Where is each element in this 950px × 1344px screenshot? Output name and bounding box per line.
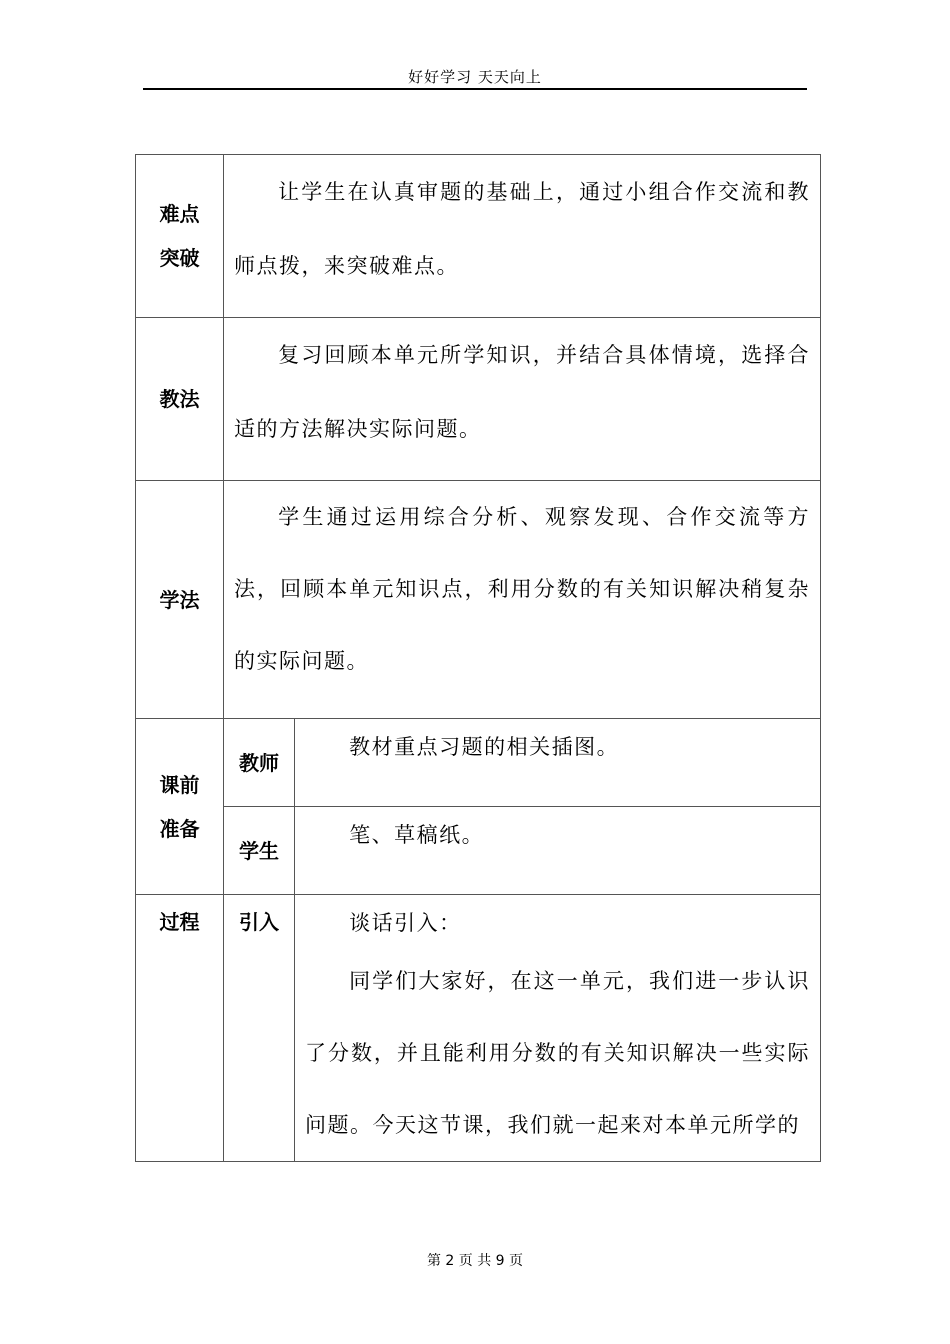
learning-method-cell [224, 481, 821, 719]
process-stage-label: 引入 [224, 895, 295, 1162]
lesson-plan-table [135, 154, 821, 1162]
process-label: 过程 [136, 895, 224, 1162]
difficulty-text: 让学生在认真审题的基础上，通过小组合作交流和教师点拨，来突破难点。 [234, 180, 810, 278]
teaching-method-label: 教法 [136, 318, 224, 481]
learning-method-label: 学法 [136, 481, 224, 719]
process-cell [295, 895, 821, 1162]
row-difficulty [136, 155, 821, 318]
difficulty-label-line1: 难点 [159, 202, 200, 226]
row-teaching-method [136, 318, 821, 481]
page-header-title: 好好学习 天天向上 [408, 68, 542, 86]
row-prep-teacher [136, 719, 821, 807]
teaching-method-text: 复习回顾本单元所学知识，并结合具体情境，选择合适的方法解决实际问题。 [234, 343, 810, 441]
header-rule [143, 88, 807, 90]
difficulty-cell [224, 155, 821, 318]
prep-student-text: 笔、草稿纸。 [349, 823, 485, 847]
difficulty-label-line2: 突破 [159, 246, 200, 270]
prep-teacher-text: 教材重点习题的相关插图。 [349, 735, 620, 759]
preparation-label [136, 719, 224, 895]
learning-method-text: 学生通过运用综合分析、观察发现、合作交流等方法，回顾本单元知识点，利用分数的有关知识解决稍复杂的实际问题。 [234, 505, 810, 673]
row-process [136, 895, 821, 1162]
preparation-label-line1: 课前 [159, 772, 200, 797]
prep-teacher-label: 教师 [224, 719, 295, 807]
prep-teacher-cell [295, 719, 821, 807]
teaching-method-cell [224, 318, 821, 481]
process-intro-text: 同学们大家好，在这一单元，我们进一步认识了分数，并且能利用分数的有关知识解决一些实际问题。今天这节课，我们就一起来对本单元所学的 [305, 969, 810, 1137]
row-prep-student [136, 807, 821, 895]
row-learning-method [136, 481, 821, 719]
difficulty-label [136, 155, 224, 318]
process-intro-heading: 谈话引入： [349, 911, 462, 935]
prep-student-label: 学生 [224, 807, 295, 895]
page-footer: 第 2 页 共 9 页 [426, 1253, 524, 1269]
preparation-label-line2: 准备 [159, 816, 200, 841]
prep-student-cell [295, 807, 821, 895]
